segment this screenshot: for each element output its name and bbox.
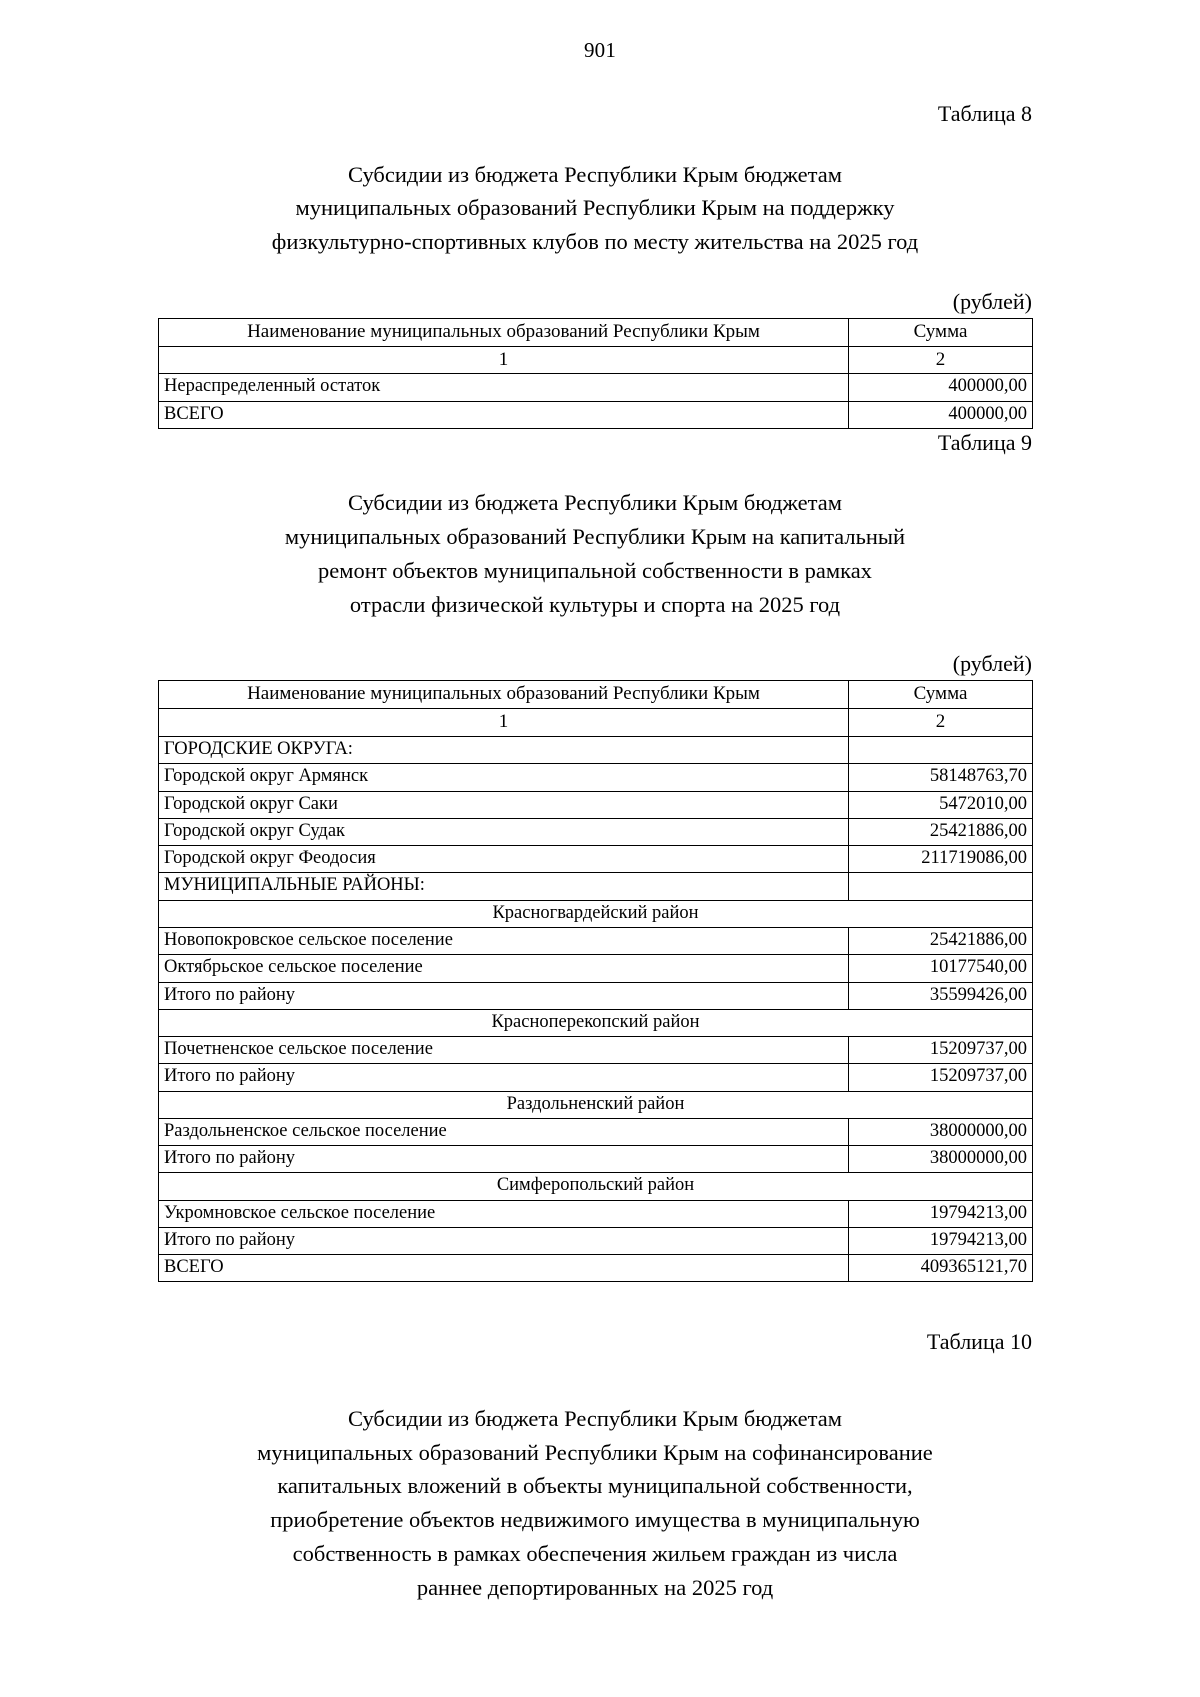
row-name: ВСЕГО (159, 1255, 849, 1282)
title-line: Субсидии из бюджета Республики Крым бюджетам (348, 161, 842, 187)
row-sum: 400000,00 (849, 374, 1033, 401)
row-name: Итого по району (159, 1064, 849, 1091)
table-row-total (159, 401, 1033, 428)
row-sum: 211719086,00 (849, 846, 1033, 873)
table-row (159, 846, 1033, 873)
table-row-subtotal (159, 1227, 1033, 1254)
table-caption-8: Таблица 8 (937, 101, 1032, 126)
table-row-grand-total (159, 1255, 1033, 1282)
page-number: 901 (583, 38, 617, 62)
row-name: Укромновское сельское поселение (159, 1200, 849, 1227)
table-row-subtotal (159, 1146, 1033, 1173)
row-name: Итого по району (159, 1146, 849, 1173)
row-name: Итого по району (159, 982, 849, 1009)
row-name: ВСЕГО (159, 401, 849, 428)
table-caption-9: Таблица 9 (937, 429, 1032, 455)
title-line: муниципальных образований Республики Крым на софинансирование (257, 1439, 933, 1465)
title-line: приобретение объектов недвижимого имущества в муниципальную (270, 1507, 920, 1533)
table-row-group (159, 873, 1033, 900)
district-name: Симферопольский район (159, 1173, 1033, 1200)
table-row-district-header (159, 900, 1033, 927)
column-header-name: Наименование муниципальных образований Республики Крым (159, 318, 849, 346)
title-line: Субсидии из бюджета Республики Крым бюджетам (348, 490, 842, 516)
table-row (159, 928, 1033, 955)
row-sum: 15209737,00 (849, 1037, 1033, 1064)
row-name: Нераспределенный остаток (159, 374, 849, 401)
table-row (159, 791, 1033, 818)
row-sum: 38000000,00 (849, 1146, 1033, 1173)
table-caption-10: Таблица 10 (926, 1329, 1032, 1355)
row-sum: 38000000,00 (849, 1118, 1033, 1145)
table-row-subtotal (159, 1064, 1033, 1091)
table-column-number-row (159, 346, 1033, 374)
spacer (158, 621, 1032, 651)
row-sum: 400000,00 (849, 401, 1033, 428)
row-name: Почетненское сельское поселение (159, 1037, 849, 1064)
spacer (158, 259, 1032, 289)
row-name: Новопокровское сельское поселение (159, 928, 849, 955)
title-line: физкультурно-спортивных клубов по месту жительства на 2025 год (271, 229, 919, 254)
table-header-row (159, 681, 1033, 709)
row-name: Городской округ Феодосия (159, 846, 849, 873)
title-line: собственность в рамках обеспечения жильем граждан из числа (292, 1540, 898, 1566)
title-line: капитальных вложений в объекты муниципальной собственности, (277, 1473, 913, 1499)
table-row-group (159, 737, 1033, 764)
column-header-name: Наименование муниципальных образований Республики Крым (159, 681, 849, 709)
spacer (158, 1356, 1032, 1402)
units-label-9: (рублей) (952, 651, 1032, 677)
spacer (158, 1282, 1032, 1328)
table-title-9 (200, 486, 990, 621)
title-line: муниципальных образований Республики Крым на поддержку (295, 195, 895, 221)
column-number-2: 2 (849, 346, 1033, 374)
column-number-1: 1 (159, 346, 849, 374)
table-header-row (159, 318, 1033, 346)
spacer (158, 456, 1032, 486)
column-header-sum: Сумма (849, 681, 1033, 709)
column-header-sum: Сумма (849, 318, 1033, 346)
table-row-district-header (159, 1009, 1033, 1036)
district-name: Раздольненский район (159, 1091, 1033, 1118)
district-name: Красногвардейский район (159, 900, 1033, 927)
row-sum: 19794213,00 (849, 1200, 1033, 1227)
section-table-10 (158, 1282, 1032, 1604)
row-sum: 409365121,70 (849, 1255, 1033, 1282)
units-label-8: (рублей) (952, 288, 1032, 314)
district-name: Красноперекопский район (159, 1009, 1033, 1036)
table-row-subtotal (159, 982, 1033, 1009)
section-table-9 (158, 429, 1032, 1283)
row-name: Городской округ Судак (159, 818, 849, 845)
column-number-2: 2 (849, 709, 1033, 737)
section-table-8 (158, 100, 1032, 429)
row-sum: 35599426,00 (849, 982, 1033, 1009)
table-row (159, 1037, 1033, 1064)
row-sum: 19794213,00 (849, 1227, 1033, 1254)
row-name: ГОРОДСКИЕ ОКРУГА: (159, 737, 849, 764)
table-column-number-row (159, 709, 1033, 737)
title-line: отрасли физической культуры и спорта на 2025 год (349, 591, 841, 617)
spacer (158, 128, 1032, 158)
row-name: Городской округ Саки (159, 791, 849, 818)
table-row (159, 1118, 1033, 1145)
row-sum: 10177540,00 (849, 955, 1033, 982)
table-row-district-header (159, 1091, 1033, 1118)
table-title-8 (200, 158, 990, 259)
table-row (159, 818, 1033, 845)
table-row (159, 374, 1033, 401)
row-name: Октябрьское сельское поселение (159, 955, 849, 982)
page-content (158, 100, 1032, 1604)
row-name: Раздольненское сельское поселение (159, 1118, 849, 1145)
row-sum: 58148763,70 (849, 764, 1033, 791)
table-row (159, 1200, 1033, 1227)
row-name: Городской округ Армянск (159, 764, 849, 791)
table-row (159, 764, 1033, 791)
row-name: Итого по району (159, 1227, 849, 1254)
row-sum: 25421886,00 (849, 818, 1033, 845)
table-title-10 (200, 1402, 990, 1605)
row-sum: 15209737,00 (849, 1064, 1033, 1091)
row-sum (849, 737, 1033, 764)
column-number-1: 1 (159, 709, 849, 737)
row-sum: 25421886,00 (849, 928, 1033, 955)
row-sum: 5472010,00 (849, 791, 1033, 818)
finance-table-8 (158, 318, 1033, 429)
title-line: Субсидии из бюджета Республики Крым бюджетам (348, 1405, 842, 1431)
table-row (159, 955, 1033, 982)
finance-table-9 (158, 680, 1033, 1282)
table-row-district-header (159, 1173, 1033, 1200)
title-line: ремонт объектов муниципальной собственности в рамках (318, 557, 872, 583)
row-name: МУНИЦИПАЛЬНЫЕ РАЙОНЫ: (159, 873, 849, 900)
title-line: муниципальных образований Республики Крым на капитальный (284, 524, 906, 550)
row-sum (849, 873, 1033, 900)
title-line: раннее депортированных на 2025 год (416, 1574, 774, 1600)
